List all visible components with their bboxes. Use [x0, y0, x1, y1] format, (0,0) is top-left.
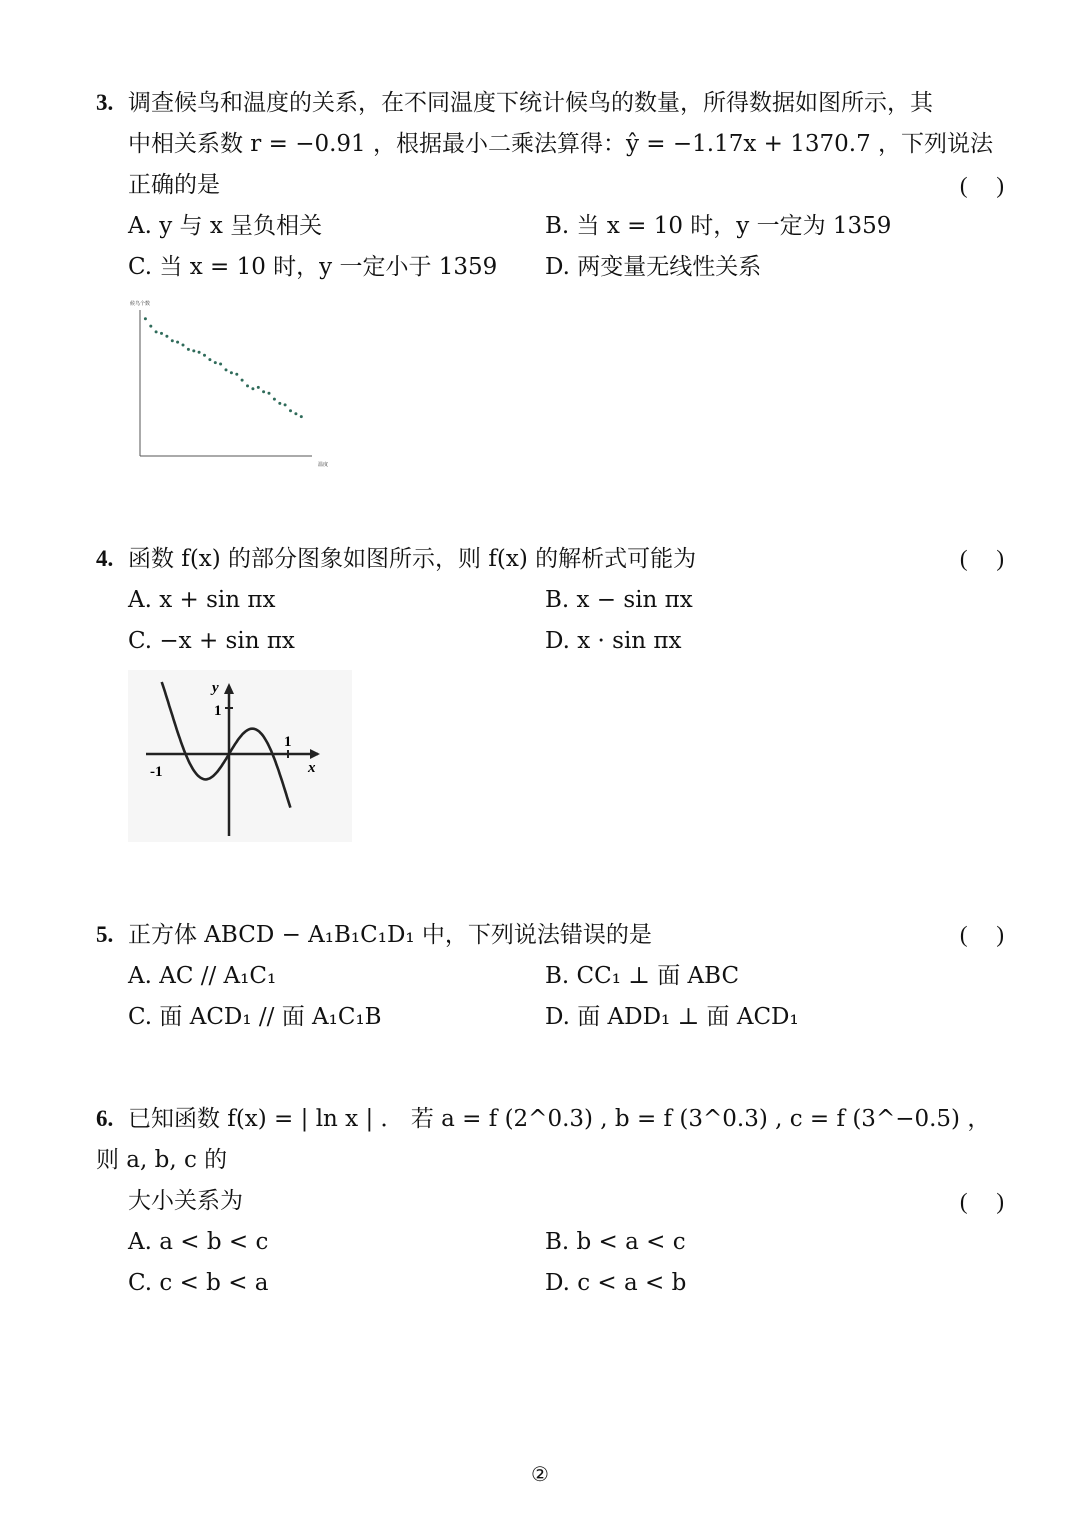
q4-y-axis-label: y [212, 680, 219, 696]
question-4 [96, 538, 1006, 662]
q6-option-b[interactable]: B. b < a < c [545, 1229, 686, 1255]
scatter-point-3 [155, 330, 158, 333]
scatter-point-5 [165, 335, 168, 338]
q3-number: 3. [96, 90, 114, 115]
scatter-point-21 [251, 387, 254, 390]
q4-option-b[interactable]: B. x − sin πx [545, 587, 693, 613]
q3-option-c[interactable]: C. 当 x = 10 时，y 一定小于 1359 [128, 254, 498, 280]
scatter-point-7 [176, 341, 179, 344]
q4-option-d[interactable]: D. x · sin πx [545, 628, 682, 654]
q5-option-b[interactable]: B. CC₁ ⊥ 面 ABC [545, 963, 740, 989]
scatter-point-28 [289, 409, 292, 412]
q3-option-b[interactable]: B. 当 x = 10 时，y 一定为 1359 [545, 213, 892, 239]
q6-line-1 [96, 1098, 1006, 1181]
q5-option-a[interactable]: A. AC // A₁C₁ [128, 963, 277, 989]
question-6 [96, 1098, 1006, 1304]
scatter-point-22 [257, 386, 260, 389]
q4-label-x1: 1 [284, 734, 292, 750]
q6-option-a[interactable]: A. a < b < c [128, 1229, 269, 1255]
scatter-point-2 [149, 325, 152, 328]
scatter-point-25 [273, 398, 276, 401]
scatter-point-19 [241, 379, 244, 382]
q3-option-a[interactable]: A. y 与 x 呈负相关 [128, 213, 323, 239]
q5-number: 5. [96, 922, 114, 947]
scatter-point-4 [160, 332, 163, 335]
scatter-point-10 [192, 349, 195, 352]
q5-text-1: 正方体 ABCD − A₁B₁C₁D₁ 中，下列说法错误的是 [128, 922, 652, 948]
scatter-point-20 [246, 384, 249, 387]
q6-line-2 [96, 1181, 1006, 1222]
q5-line-1 [96, 914, 1006, 956]
q6-option-c[interactable]: C. c < b < a [128, 1270, 269, 1296]
scatter-point-27 [284, 403, 287, 406]
page-number: ② [531, 1462, 549, 1486]
q4-function-graph [128, 670, 352, 842]
q3-chart-points [144, 317, 303, 418]
scatter-point-14 [214, 361, 217, 364]
scatter-point-26 [278, 402, 281, 405]
question-3 [96, 82, 1006, 288]
q4-answer-paren: ( ) [959, 546, 1004, 571]
q3-option-d[interactable]: D. 两变量无线性关系 [545, 254, 762, 280]
scatter-point-24 [268, 392, 271, 395]
scatter-point-1 [144, 317, 147, 320]
scatter-point-11 [198, 351, 201, 354]
scatter-point-17 [230, 371, 233, 374]
q4-option-a[interactable]: A. x + sin πx [128, 587, 276, 613]
scatter-point-16 [225, 368, 228, 371]
scatter-point-12 [203, 354, 206, 357]
q6-option-d[interactable]: D. c < a < b [545, 1270, 687, 1296]
q6-number: 6. [96, 1106, 114, 1131]
q4-text-1: 函数 f(x) 的部分图象如图所示，则 f(x) 的解析式可能为 [128, 546, 697, 572]
question-5 [96, 914, 1006, 1038]
q5-option-d[interactable]: D. 面 ADD₁ ⊥ 面 ACD₁ [545, 1004, 799, 1030]
q3-chart-ylabel: 候鸟个数 [130, 302, 151, 307]
scatter-point-18 [235, 373, 238, 376]
q4-label-y1: 1 [214, 703, 222, 719]
scatter-point-8 [182, 344, 185, 347]
q3-text-3: 正确的是 [128, 172, 220, 198]
q6-text-1: 已知函数 f(x) = | ln x | ． 若 a = f (2^0.3) , b = f (3^0.3) , c = f (3^−0.5) ，则 a, b, c 的 [96, 1106, 991, 1173]
q4-line-1 [96, 538, 1006, 580]
scatter-point-15 [219, 363, 222, 366]
q5-options [96, 956, 1006, 1038]
q5-answer-paren: ( ) [959, 922, 1004, 947]
q4-options [96, 580, 1006, 662]
scatter-point-30 [300, 415, 303, 418]
q4-x-axis-label: x [308, 760, 316, 776]
q3-chart-xlabel: 温度 [318, 463, 329, 468]
q4-option-c[interactable]: C. −x + sin πx [128, 628, 295, 654]
scatter-point-23 [262, 390, 265, 393]
scatter-point-9 [187, 348, 190, 351]
q3-line-3 [96, 165, 1006, 206]
q3-line-2: 中相关系数 r = −0.91 ，根据最小二乘法算得：ŷ = −1.17x + 1370.7 ，下列说法 [128, 131, 994, 157]
scatter-point-13 [208, 358, 211, 361]
q6-options [96, 1222, 1006, 1304]
q3-answer-paren: ( ) [959, 173, 1004, 198]
scatter-point-29 [294, 412, 297, 415]
q3-scatter-chart [126, 298, 336, 470]
q3-options [96, 206, 1006, 288]
q6-answer-paren: ( ) [959, 1189, 1004, 1214]
q3-line-1 [96, 82, 1006, 124]
q6-text-2: 大小关系为 [128, 1188, 243, 1214]
q3-text-1: 调查候鸟和温度的关系，在不同温度下统计候鸟的数量，所得数据如图所示，其 [128, 90, 933, 116]
q4-number: 4. [96, 546, 114, 571]
q4-label-xm1: -1 [150, 764, 163, 780]
scatter-point-6 [171, 339, 174, 342]
q5-option-c[interactable]: C. 面 ACD₁ // 面 A₁C₁B [128, 1004, 382, 1030]
